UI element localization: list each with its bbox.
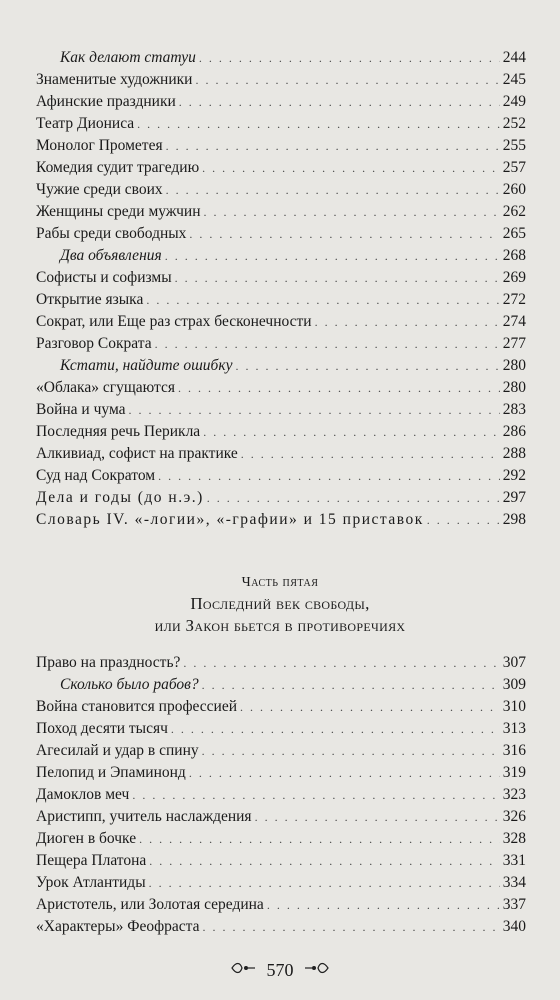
- toc-entry: [36, 762, 526, 784]
- toc-entry: [36, 421, 526, 443]
- toc-entry-title: Сколько было рабов?: [60, 676, 199, 693]
- toc-entry-page: 316: [502, 742, 526, 759]
- toc-entry-page: 310: [502, 698, 526, 715]
- part-label: Часть пятая: [241, 575, 319, 590]
- toc-entry-page: 245: [502, 71, 526, 88]
- dot-leader: [189, 762, 500, 784]
- dot-leader: [166, 179, 500, 201]
- dot-leader: [204, 201, 500, 223]
- toc-entry: [36, 740, 526, 762]
- toc-entry-title: Софисты и софизмы: [36, 269, 172, 286]
- toc-entry-page: 268: [502, 247, 526, 264]
- dot-leader: [149, 850, 499, 872]
- dot-leader: [137, 113, 500, 135]
- toc-entry: [36, 399, 526, 421]
- dot-leader: [175, 267, 500, 289]
- dot-leader: [199, 47, 500, 69]
- dot-leader: [158, 465, 500, 487]
- dot-leader: [267, 894, 500, 916]
- toc-entry: [36, 223, 526, 245]
- toc-list-bottom: [36, 652, 526, 938]
- toc-entry-page: 277: [502, 335, 526, 352]
- toc-entry-title: Поход десяти тысяч: [36, 720, 168, 737]
- toc-entry: [36, 465, 526, 487]
- toc-entry-title: Урок Атлантиды: [36, 874, 146, 891]
- toc-entry-page: 252: [502, 115, 526, 132]
- toc-entry-title: Последняя речь Перикла: [36, 423, 201, 440]
- toc-entry-title: Пелопид и Эпаминонд: [36, 764, 186, 781]
- toc-entry-title: Право на праздность?: [36, 654, 181, 671]
- dot-leader: [207, 487, 500, 509]
- toc-entry-page: 244: [502, 49, 526, 66]
- toc-entry: [36, 916, 526, 938]
- toc-entry-page: 297: [502, 489, 526, 506]
- toc-entry-page: 280: [502, 357, 526, 374]
- toc-entry: [36, 47, 526, 69]
- dot-leader: [315, 311, 500, 333]
- dot-leader: [179, 91, 500, 113]
- toc-entry-title: Как делают статуи: [60, 49, 196, 66]
- part-title-line-2: или Закон бьется в противоречиях: [154, 616, 406, 635]
- dot-leader: [241, 443, 500, 465]
- dot-leader: [203, 421, 500, 443]
- toc-entry-title: Война и чума: [36, 401, 126, 418]
- toc-entry-title: Два объявления: [60, 247, 162, 264]
- toc-entry-page: 257: [502, 159, 526, 176]
- toc-entry: [36, 333, 526, 355]
- toc-entry-title: Открытие языка: [36, 291, 144, 308]
- toc-entry-title: Пещера Платона: [36, 852, 147, 869]
- dot-leader: [235, 355, 499, 377]
- toc-entry-page: 334: [502, 874, 526, 891]
- toc-entry-page: 274: [502, 313, 526, 330]
- toc-entry: [36, 674, 526, 696]
- page-number: 570: [266, 960, 294, 980]
- toc-entry: [36, 652, 526, 674]
- toc-entry: [36, 696, 526, 718]
- dot-leader: [165, 245, 500, 267]
- toc-entry: [36, 443, 526, 465]
- dot-leader: [132, 784, 499, 806]
- toc-entry-page: 249: [502, 93, 526, 110]
- dot-leader: [171, 718, 500, 740]
- toc-entry-page: 323: [502, 786, 526, 803]
- toc-entry: [36, 377, 526, 399]
- toc-entry: [36, 509, 526, 531]
- toc-entry-title: Сократ, или Еще раз страх бесконечности: [36, 313, 312, 330]
- toc-entry: [36, 179, 526, 201]
- toc-entry: [36, 872, 526, 894]
- toc-entry-title: Знаменитые художники: [36, 71, 193, 88]
- dot-leader: [202, 674, 500, 696]
- toc-entry-title: Диоген в бочке: [36, 830, 137, 847]
- toc-entry: [36, 355, 526, 377]
- toc-entry: [36, 113, 526, 135]
- toc-entry-page: 280: [502, 379, 526, 396]
- dot-leader: [155, 333, 500, 355]
- toc-entry: [36, 311, 526, 333]
- toc-entry-page: 269: [502, 269, 526, 286]
- toc-entry-page: 298: [502, 511, 526, 528]
- toc-entry: [36, 806, 526, 828]
- toc-entry-page: 309: [502, 676, 526, 693]
- toc-entry-title: Монолог Прометея: [36, 137, 163, 154]
- toc-entry-page: 262: [502, 203, 526, 220]
- toc-entry-title: Суд над Сократом: [36, 467, 156, 484]
- dot-leader: [195, 69, 499, 91]
- toc-entry: [36, 157, 526, 179]
- toc-entry: [36, 828, 526, 850]
- floral-ornament-icon: [230, 960, 256, 984]
- toc-entry: [36, 245, 526, 267]
- toc-entry-title: Война становится профессией: [36, 698, 237, 715]
- dot-leader: [166, 135, 500, 157]
- dot-leader: [139, 828, 500, 850]
- toc-entry-page: 340: [502, 918, 526, 935]
- toc-entry: [36, 487, 526, 509]
- toc-entry-title: Кстати, найдите ошибку: [60, 357, 233, 374]
- toc-entry-page: 288: [502, 445, 526, 462]
- toc-entry-title: Разговор Сократа: [36, 335, 152, 352]
- dot-leader: [178, 377, 500, 399]
- toc-entry-page: 260: [502, 181, 526, 198]
- toc-entry-page: 283: [502, 401, 526, 418]
- toc-entry-page: 331: [502, 852, 526, 869]
- toc-entry-page: 265: [502, 225, 526, 242]
- toc-entry: [36, 289, 526, 311]
- dot-leader: [129, 399, 500, 421]
- dot-leader: [146, 289, 499, 311]
- dot-leader: [202, 740, 500, 762]
- dot-leader: [183, 652, 499, 674]
- floral-ornament-icon: [304, 960, 330, 984]
- toc-entry-page: 307: [502, 654, 526, 671]
- toc-entry-page: 337: [502, 896, 526, 913]
- toc-entry-title: Афинские праздники: [36, 93, 176, 110]
- toc-entry-page: 255: [502, 137, 526, 154]
- dot-leader: [255, 806, 500, 828]
- dot-leader: [202, 157, 500, 179]
- part-header: [0, 573, 560, 637]
- toc-entry-title: Театр Диониса: [36, 115, 135, 132]
- toc-entry-title: Чужие среди своих: [36, 181, 163, 198]
- page-footer: [0, 958, 560, 984]
- toc-entry-title: Женщины среди мужчин: [36, 203, 201, 220]
- toc-entry: [36, 850, 526, 872]
- dot-leader: [189, 223, 499, 245]
- toc-list-top: [36, 47, 526, 531]
- toc-entry-title: Агесилай и удар в спину: [36, 742, 199, 759]
- toc-entry-title: Дела и годы (до н.э.): [36, 489, 204, 506]
- dot-leader: [203, 916, 500, 938]
- dot-leader: [240, 696, 500, 718]
- toc-entry-title: «Облака» сгущаются: [36, 379, 176, 396]
- toc-entry-page: 313: [502, 720, 526, 737]
- toc-entry-title: Аристотель, или Золотая середина: [36, 896, 264, 913]
- toc-entry: [36, 784, 526, 806]
- dot-leader: [427, 509, 500, 531]
- toc-entry-page: 319: [502, 764, 526, 781]
- toc-entry-page: 286: [502, 423, 526, 440]
- toc-entry-page: 272: [502, 291, 526, 308]
- toc-entry-title: Алкивиад, софист на практике: [36, 445, 238, 462]
- toc-entry-page: 326: [502, 808, 526, 825]
- toc-entry: [36, 69, 526, 91]
- toc-entry: [36, 201, 526, 223]
- toc-entry: [36, 894, 526, 916]
- toc-entry-title: Комедия судит трагедию: [36, 159, 200, 176]
- toc-entry-title: Аристипп, учитель наслаждения: [36, 808, 252, 825]
- toc-entry-title: Рабы среди свободных: [36, 225, 187, 242]
- toc-entry: [36, 91, 526, 113]
- toc-entry-title: «Характеры» Феофраста: [36, 918, 200, 935]
- toc-entry: [36, 267, 526, 289]
- toc-entry: [36, 135, 526, 157]
- toc-entry-title: Дамоклов меч: [36, 786, 130, 803]
- toc-entry-page: 292: [502, 467, 526, 484]
- toc-entry-page: 328: [502, 830, 526, 847]
- dot-leader: [149, 872, 500, 894]
- part-title-line-1: Последний век свободы,: [190, 594, 370, 613]
- toc-entry-title: Словарь IV. «-логии», «-графии» и 15 приставок: [36, 511, 424, 528]
- toc-entry: [36, 718, 526, 740]
